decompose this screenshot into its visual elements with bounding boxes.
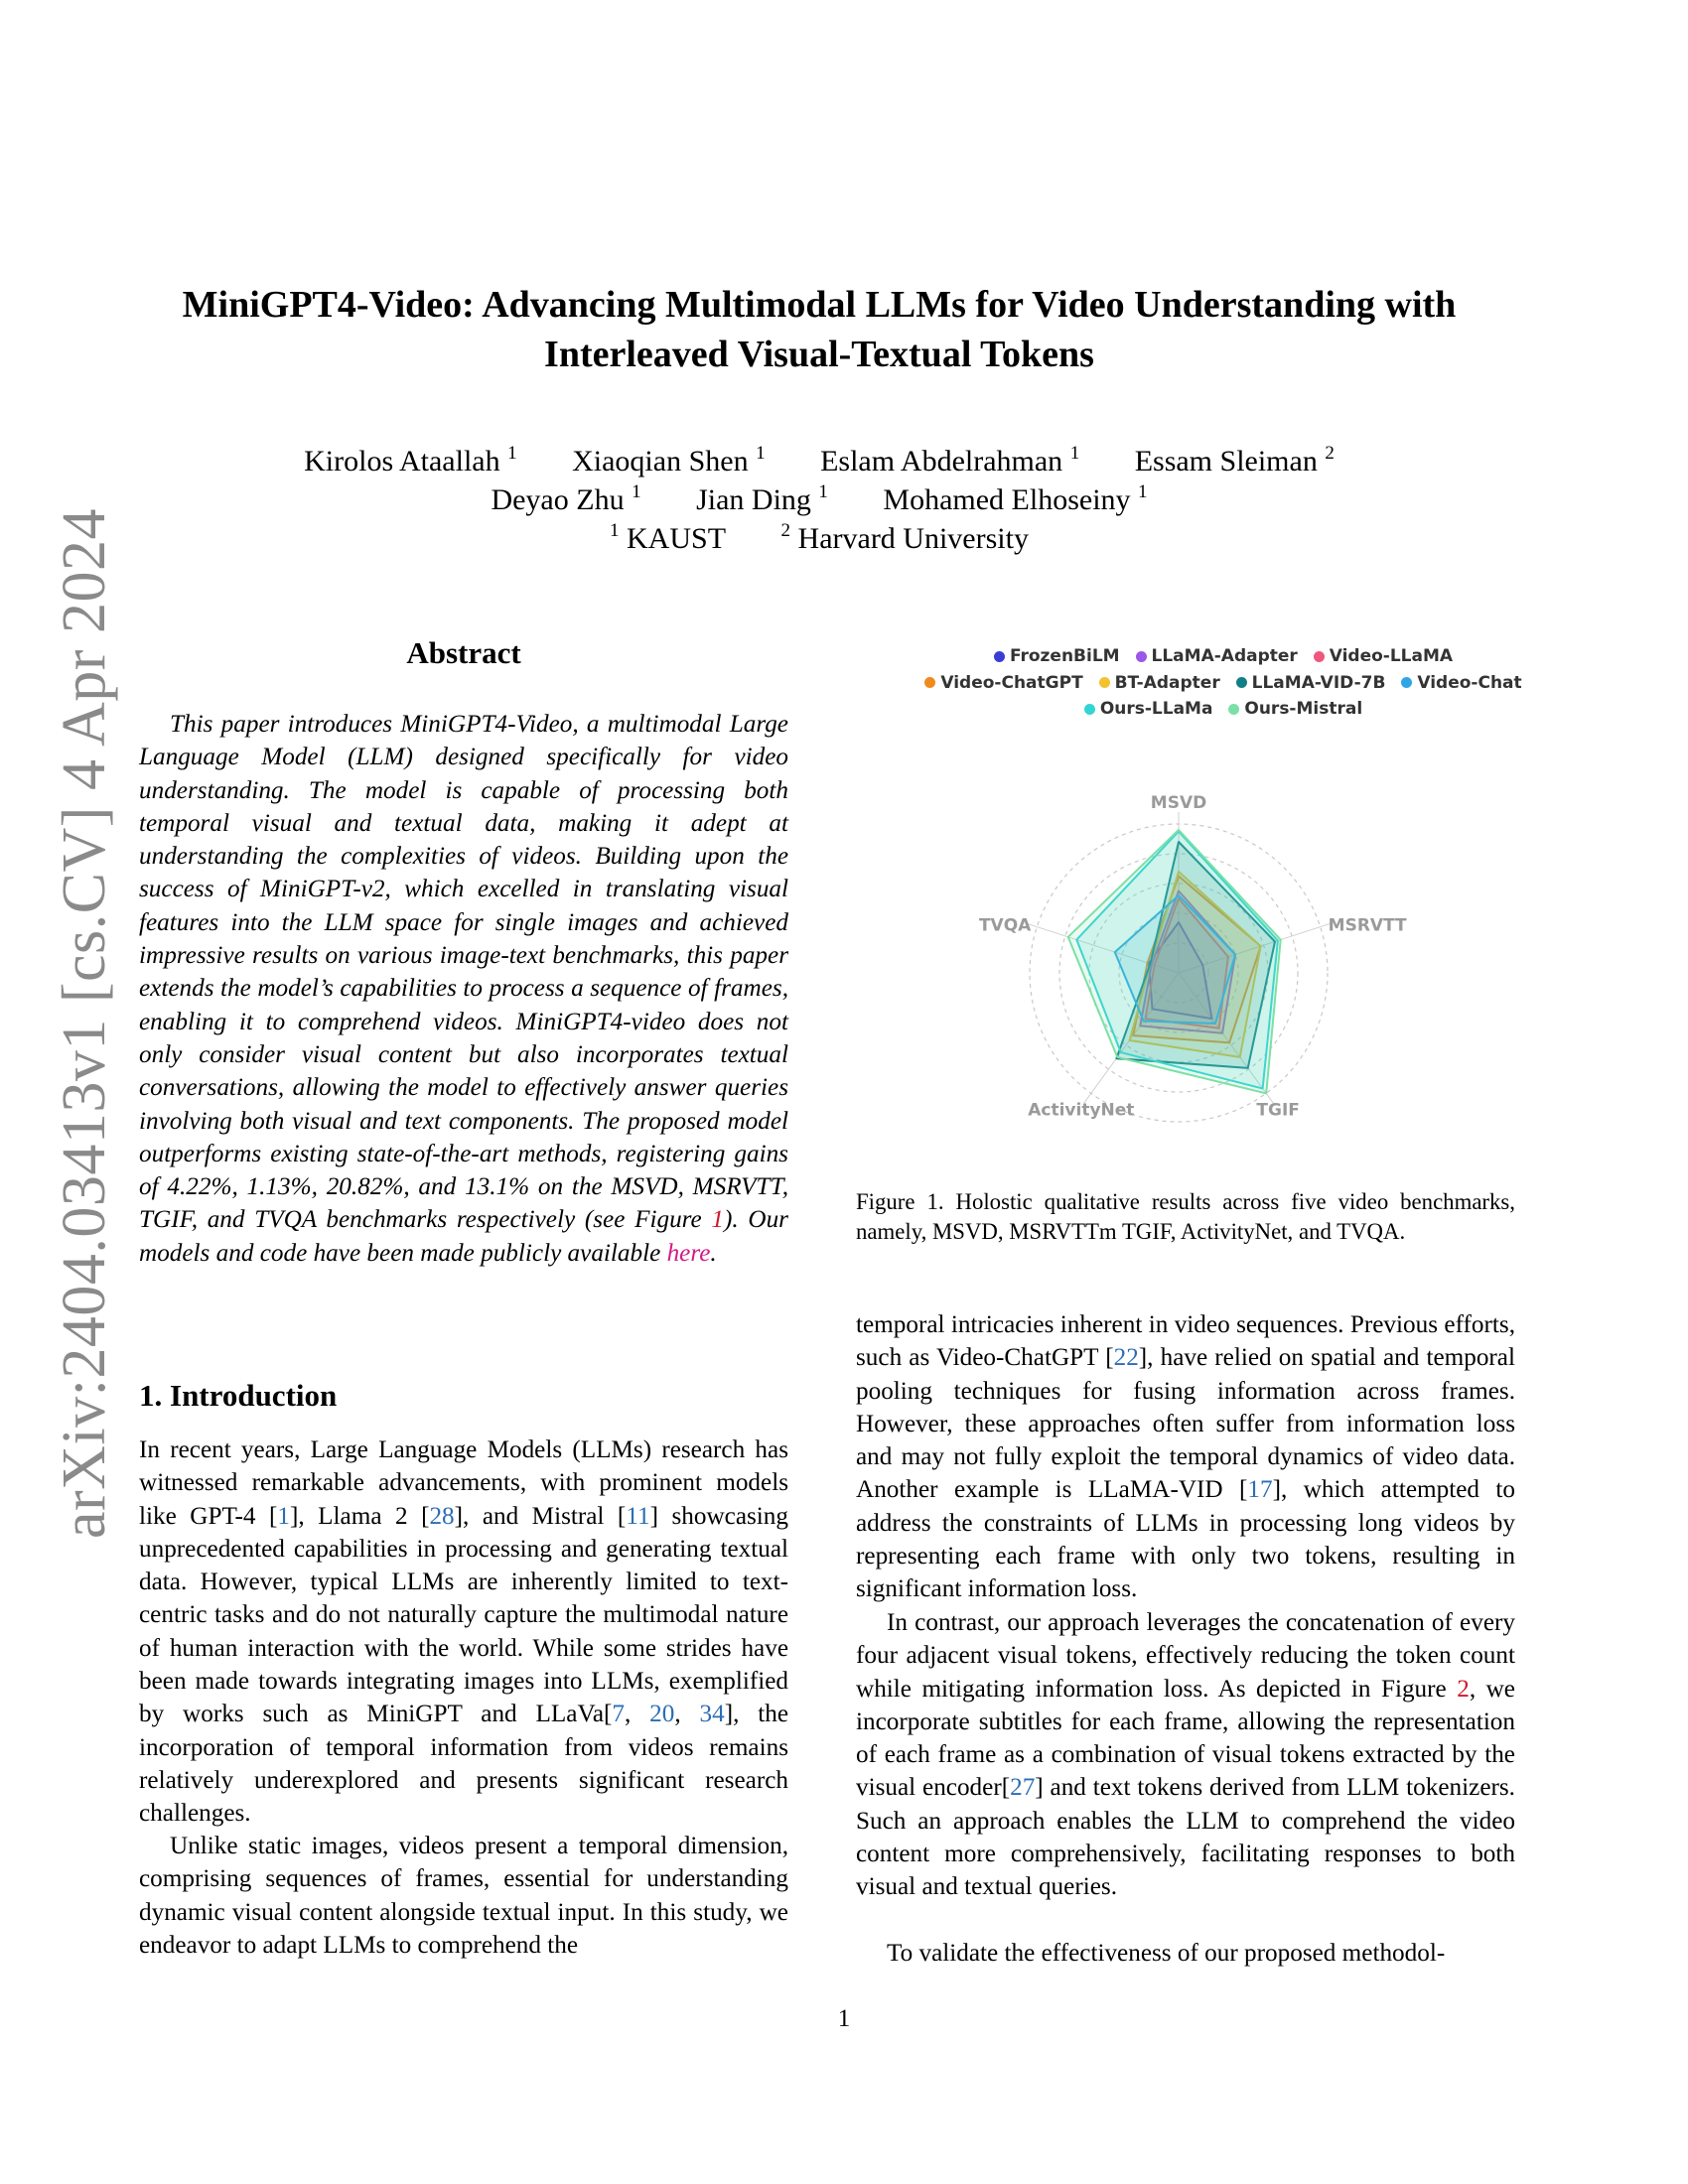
affiliation: $^1$ KAUST xyxy=(610,520,727,555)
legend-swatch xyxy=(1228,704,1239,715)
citation-link[interactable]: 28 xyxy=(429,1502,455,1530)
figure-1-link[interactable]: 1 xyxy=(711,1206,725,1234)
authors-row-1 xyxy=(99,442,1539,480)
arxiv-stamp: arXiv:2404.03413v1 [cs.CV] 4 Apr 2024 xyxy=(51,508,118,1539)
author: Essam Sleiman $^2$ xyxy=(1134,443,1335,478)
right-paragraph-1: temporal intricacies inherent in video sequences. Previous efforts, such as Video-ChatGPT [22], have relied on spatial and temporal pooling techniques for fusing information across frames. However, these approaches often suffer from information loss and may not fully exploit the temporal dynamics of video data. Another example is LLaMA-VID [17], which attempted to address the constraints of LLMs in processing long videos by representing each frame with only two tokens, resulting in significant information loss. xyxy=(856,1311,1515,1603)
citation-link[interactable]: 1 xyxy=(277,1502,290,1530)
code-link[interactable]: here xyxy=(666,1239,711,1267)
legend-item: Video-Chat xyxy=(1401,670,1521,696)
radar-chart xyxy=(953,774,1410,1152)
legend-item: FrozenBiLM xyxy=(994,643,1120,669)
legend-swatch xyxy=(1236,677,1247,688)
section-heading-introduction: 1. Introduction xyxy=(139,1378,338,1413)
figure-2-link[interactable]: 2 xyxy=(1457,1675,1470,1703)
axis-label-msvd: MSVD xyxy=(1150,793,1207,813)
legend-row-3 xyxy=(856,696,1591,723)
author: Xiaoqian Shen $^1$ xyxy=(572,443,766,478)
author: Kirolos Ataallah $^1$ xyxy=(304,443,517,478)
authors-row-2 xyxy=(99,480,1539,519)
axis-label-tvqa: TVQA xyxy=(978,915,1032,936)
affiliation: $^2$ Harvard University xyxy=(780,520,1029,555)
chart-legend xyxy=(856,643,1591,723)
author: Deyao Zhu $^1$ xyxy=(491,481,641,516)
legend-swatch xyxy=(1084,704,1095,715)
abstract-heading: Abstract xyxy=(406,635,521,670)
intro-paragraph-1: In recent years, Large Language Models (LLMs) research has witnessed remarkable advancements, with prominent models like GPT-4 [1], Llama 2 [28], and Mistral [11] showcasing unprecedented capabilities in processing and generating textual data. However, typical LLMs are inherently limited to text-centric tasks and do not naturally capture the multimodal nature of human interaction with the world. While some strides have been made towards integrating images into LLMs, exemplified by works such as MiniGPT and LLaVa[7, 20, 34], the incorporation of temporal information from videos remains relatively underexplored and presents significant research challenges. xyxy=(139,1436,788,1828)
intro-paragraph-2: Unlike static images, videos present a temporal dimension, comprising sequences of frames, essential for understanding dynamic visual content alongside textual input. In this study, we endeavor to adapt LLMs to comprehend the xyxy=(139,1833,788,1959)
radar-series xyxy=(1068,830,1281,1093)
paper-title xyxy=(99,280,1539,379)
legend-swatch xyxy=(994,651,1005,662)
citation-link[interactable]: 17 xyxy=(1247,1476,1273,1504)
page-number: 1 xyxy=(837,2005,851,2032)
citation-link[interactable]: 34 xyxy=(699,1701,725,1728)
legend-swatch xyxy=(1314,651,1325,662)
legend-swatch xyxy=(1401,677,1412,688)
legend-item: Ours-LLaMa xyxy=(1084,696,1213,722)
legend-item: BT-Adapter xyxy=(1099,670,1220,696)
figure-1-caption: Figure 1. Holostic qualitative results across five video benchmarks, namely, MSVD, MSRVTTm TGIF, ActivityNet, and TVQA. xyxy=(856,1189,1515,1244)
axis-label-activitynet: ActivityNet xyxy=(1028,1100,1135,1121)
citation-link[interactable]: 11 xyxy=(626,1502,650,1530)
citation-link[interactable]: 7 xyxy=(612,1701,625,1728)
title-line-1: MiniGPT4-Video: Advancing Multimodal LLMs for Video Understanding with xyxy=(182,284,1457,326)
legend-item: Ours-Mistral xyxy=(1228,696,1362,722)
title-line-2: Interleaved Visual-Textual Tokens xyxy=(544,334,1094,375)
legend-item: Video-ChatGPT xyxy=(924,670,1082,696)
axis-label-msrvtt: MSRVTT xyxy=(1328,915,1407,936)
citation-link[interactable]: 27 xyxy=(1010,1774,1036,1802)
series-area-ours-mistral xyxy=(1068,830,1281,1093)
legend-row-1 xyxy=(856,643,1591,670)
citation-link[interactable]: 22 xyxy=(1113,1344,1139,1372)
legend-item: LLaMA-VID-7B xyxy=(1236,670,1386,696)
legend-swatch xyxy=(1136,651,1147,662)
abstract-text: This paper introduces MiniGPT4-Video, a multimodal Large Language Model (LLM) designed specifically for video understanding. The model is capable of processing both temporal visual and textual data, making it adept at understanding the complexities of videos. Building upon the success of MiniGPT-v2, which excelled in translating visual features into the LLM space for single images and achieved impressive results on various image-text benchmarks, this paper extends the model’s capabilities to process a sequence of frames, enabling it to comprehend videos. MiniGPT4-video does not only consider visual content but also incorporates textual conversations, allowing the model to effectively answer queries involving both visual and text components. The proposed model outperforms existing state-of-the-art methods, registering gains of 4.22%, 1.13%, 20.82%, and 13.1% on the MSVD, MSRVTT, TGIF, and TVQA benchmarks respectively (see Figure 1). Our models and code have been made publicly available here. xyxy=(139,711,788,1267)
affiliations-row xyxy=(99,519,1539,558)
author-block xyxy=(99,442,1539,558)
citation-link[interactable]: 20 xyxy=(649,1701,675,1728)
legend-item: LLaMA-Adapter xyxy=(1136,643,1298,669)
right-paragraph-2: In contrast, our approach leverages the concatenation of every four adjacent visual tokens, effectively reducing the token count while mitigating information loss. As depicted in Figure 2, we incorporate subtitles for each frame, allowing the representation of each frame as a combination of visual tokens extracted by the visual encoder[27] and text tokens derived from LLM tokenizers. Such an approach enables the LLM to comprehend the video content more comprehensively, facilitating responses to both visual and textual queries. xyxy=(856,1609,1515,1901)
author: Mohamed Elhoseiny $^1$ xyxy=(883,481,1148,516)
axis-label-tgif: TGIF xyxy=(1256,1100,1300,1121)
legend-item: Video-LLaMA xyxy=(1314,643,1453,669)
author: Eslam Abdelrahman $^1$ xyxy=(820,443,1080,478)
legend-swatch xyxy=(1099,677,1110,688)
right-paragraph-3: To validate the effectiveness of our proposed methodol- xyxy=(887,1940,1446,1967)
legend-swatch xyxy=(924,677,935,688)
legend-row-2 xyxy=(856,670,1591,697)
author: Jian Ding $^1$ xyxy=(696,481,828,516)
